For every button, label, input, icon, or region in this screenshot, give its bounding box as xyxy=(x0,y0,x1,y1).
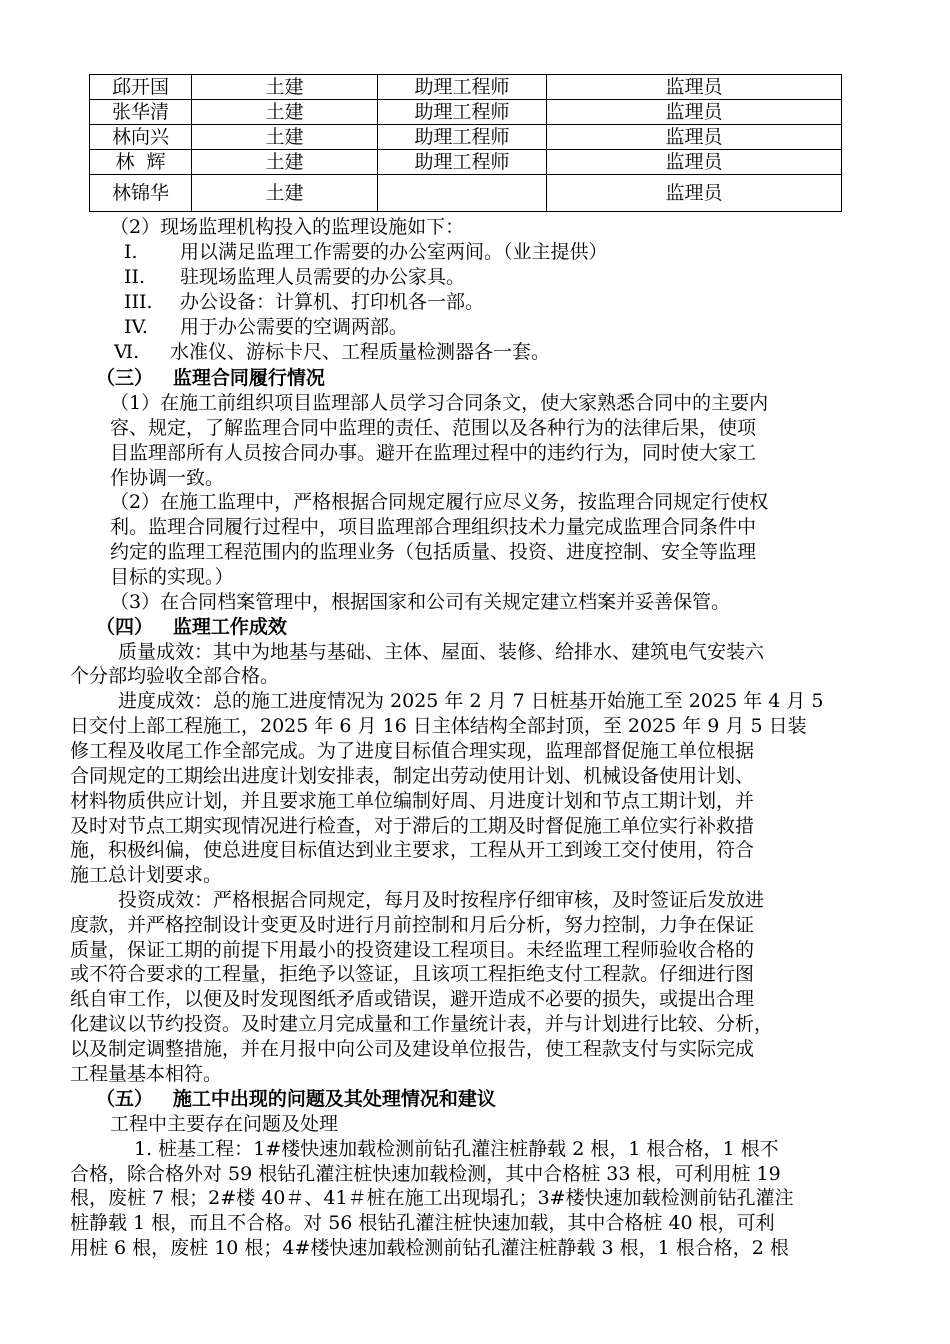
paragraph-line: 工程量基本相符。 xyxy=(70,1063,223,1085)
paragraph-line: 及时对节点工期实现情况进行检查，对于滞后的工期及时督促施工单位实行补救措 xyxy=(70,815,755,837)
section-heading: （四） 监理工作成效 xyxy=(96,616,287,638)
paragraph-line: 施工总计划要求。 xyxy=(70,864,223,886)
facilities-intro: （2）现场监理机构投入的监理设施如下： xyxy=(110,216,465,238)
paragraph-line: 进度成效：总的施工进度情况为 2025 年 2 月 7 日桩基开始施工至 2025 年 4 月 5 xyxy=(118,690,824,712)
paragraph-line: 目标的实现。） xyxy=(110,566,234,588)
paragraph-line: 合同规定的工期绘出进度计划安排表，制定出劳动使用计划、机械设备使用计划、 xyxy=(70,765,755,787)
facility-text: 办公设备：计算机、打印机各一部。 xyxy=(180,291,485,313)
staff-role: 监理员 xyxy=(547,100,842,125)
section-heading: （五） 施工中出现的问题及其处理情况和建议 xyxy=(96,1088,496,1110)
paragraph-line: （1）在施工前组织项目监理部人员学习合同条文，使大家熟悉合同中的主要内 xyxy=(110,392,769,414)
paragraph-line: 容、规定，了解监理合同中监理的责任、范围以及各种行为的法律后果，使项 xyxy=(110,417,757,439)
paragraph-line: 工程中主要存在问题及处理 xyxy=(110,1113,339,1135)
facility-number: II. xyxy=(124,266,146,288)
facility-text: 驻现场监理人员需要的办公家具。 xyxy=(180,266,466,288)
staff-name: 林锦华 xyxy=(90,175,192,212)
paragraph-line: 作协调一致。 xyxy=(110,467,225,489)
facility-item xyxy=(114,340,550,364)
staff-title: 助理工程师 xyxy=(378,150,547,175)
staff-specialty: 土建 xyxy=(192,125,378,150)
facility-text: 用于办公需要的空调两部。 xyxy=(180,316,409,338)
table-row xyxy=(90,75,842,100)
paragraph-line: 目监理部所有人员按合同办事。避开在监理过程中的违约行为，同时使大家工 xyxy=(110,442,757,464)
paragraph-line: 修工程及收尾工作全部完成。为了进度目标值合理实现，监理部督促施工单位根据 xyxy=(70,740,755,762)
paragraph-line: 1. 桩基工程：1#楼快速加载检测前钻孔灌注桩静载 2 根，1 根合格，1 根不 xyxy=(134,1138,779,1160)
paragraph-line: 或不符合要求的工程量，拒绝予以签证，且该项工程拒绝支付工程款。仔细进行图 xyxy=(70,963,755,985)
paragraph-line: （3）在合同档案管理中，根据国家和公司有关规定建立档案并妥善保管。 xyxy=(110,591,731,613)
facility-text: 水准仪、游标卡尺、工程质量检测器各一套。 xyxy=(170,341,551,363)
staff-title: 助理工程师 xyxy=(378,100,547,125)
table-row xyxy=(90,150,842,175)
staff-specialty: 土建 xyxy=(192,75,378,100)
paragraph-line: 质量成效：其中为地基与基础、主体、屋面、装修、给排水、建筑电气安装六 xyxy=(118,641,765,663)
paragraph-line: 纸自审工作，以便及时发现图纸矛盾或错误，避开造成不必要的损失，或提出合理 xyxy=(70,988,755,1010)
staff-specialty: 土建 xyxy=(192,175,378,212)
facility-text: 用以满足监理工作需要的办公室两间。（业主提供） xyxy=(180,241,608,263)
paragraph-line: 个分部均验收全部合格。 xyxy=(70,665,280,687)
paragraph-line: 度款，并严格控制设计变更及时进行月前控制和月后分析，努力控制，力争在保证 xyxy=(70,914,755,936)
table-row xyxy=(90,175,842,212)
staff-title: 助理工程师 xyxy=(378,125,547,150)
facility-number: IV. xyxy=(124,316,148,338)
paragraph-line: 材料物质供应计划，并且要求施工单位编制好周、月进度计划和节点工期计划，并 xyxy=(70,790,755,812)
staff-role: 监理员 xyxy=(547,175,842,212)
paragraph-line: 合格，除合格外对 59 根钻孔灌注桩快速加载检测，其中合格桩 33 根，可利用桩 19 xyxy=(70,1163,781,1185)
staff-role: 监理员 xyxy=(547,125,842,150)
staff-name: 林 辉 xyxy=(90,150,192,175)
paragraph-line: 质量，保证工期的前提下用最小的投资建设工程项目。未经监理工程师验收合格的 xyxy=(70,939,755,961)
table-row xyxy=(90,125,842,150)
facility-item xyxy=(124,290,484,314)
paragraph-line: 利。监理合同履行过程中，项目监理部合理组织技术力量完成监理合同条件中 xyxy=(110,516,757,538)
facility-number: III. xyxy=(124,291,153,313)
facility-number: I. xyxy=(124,241,138,263)
facility-item xyxy=(124,240,608,264)
staff-name: 张华清 xyxy=(90,100,192,125)
paragraph-line: 桩静载 1 根，而且不合格。对 56 根钻孔灌注桩快速加载，其中合格桩 40 根，可利 xyxy=(70,1212,775,1234)
paragraph-line: 施，积极纠偏，使总进度目标值达到业主要求，工程从开工到竣工交付使用，符合 xyxy=(70,839,755,861)
paragraph-line: 用桩 6 根，废桩 10 根；4#楼快速加载检测前钻孔灌注桩静载 3 根，1 根合格，2 根 xyxy=(70,1237,789,1259)
paragraph-line: 约定的监理工程范围内的监理业务（包括质量、投资、进度控制、安全等监理 xyxy=(110,541,757,563)
table-row xyxy=(90,100,842,125)
staff-role: 监理员 xyxy=(547,75,842,100)
paragraph-line: 化建议以节约投资。及时建立月完成量和工作量统计表，并与计划进行比较、分析， xyxy=(70,1013,774,1035)
paragraph-line: 以及制定调整措施，并在月报中向公司及建设单位报告，使工程款支付与实际完成 xyxy=(70,1038,755,1060)
facility-number: Ⅵ. xyxy=(114,341,140,363)
paragraph-line: 根，废桩 7 根；2#楼 40＃、41＃桩在施工出现塌孔；3#楼快速加载检测前钻孔灌注 xyxy=(70,1187,794,1209)
section-heading: （三） 监理合同履行情况 xyxy=(96,367,325,389)
staff-table xyxy=(89,74,842,212)
staff-title xyxy=(378,175,547,212)
facility-item xyxy=(124,315,408,339)
staff-name: 邱开国 xyxy=(90,75,192,100)
staff-specialty: 土建 xyxy=(192,100,378,125)
facility-item xyxy=(124,265,465,289)
staff-title: 助理工程师 xyxy=(378,75,547,100)
paragraph-line: 日交付上部工程施工，2025 年 6 月 16 日主体结构全部封顶，至 2025 年 9 月 5 日装 xyxy=(70,715,807,737)
staff-specialty: 土建 xyxy=(192,150,378,175)
staff-name: 林向兴 xyxy=(90,125,192,150)
staff-role: 监理员 xyxy=(547,150,842,175)
paragraph-line: （2）在施工监理中，严格根据合同规定履行应尽义务，按监理合同规定行使权 xyxy=(110,491,769,513)
paragraph-line: 投资成效：严格根据合同规定，每月及时按程序仔细审核，及时签证后发放进 xyxy=(118,889,765,911)
